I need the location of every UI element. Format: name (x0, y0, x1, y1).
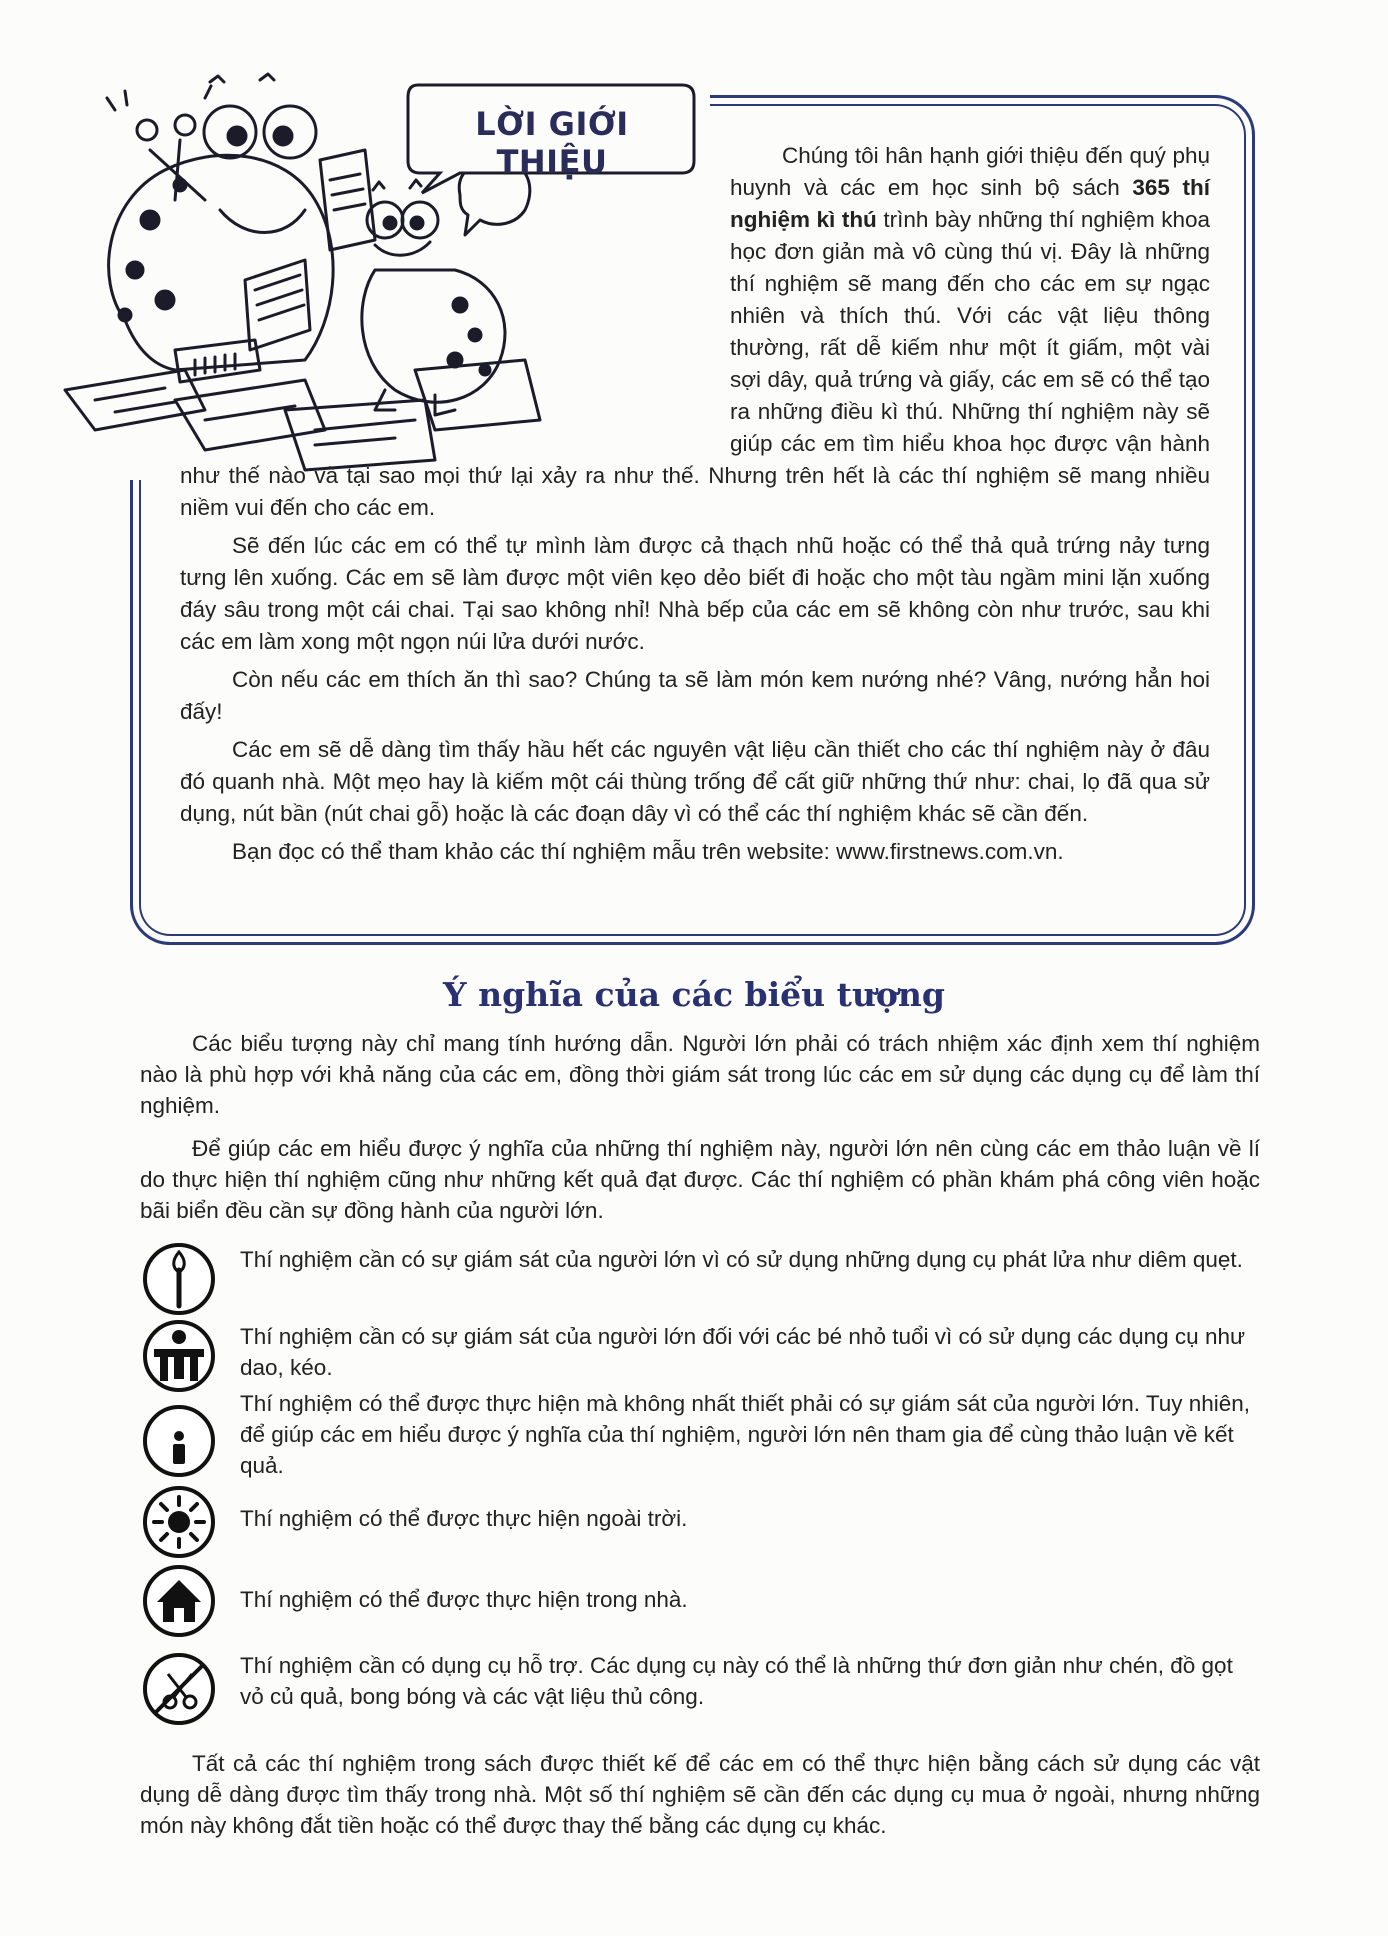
person-icon (140, 1402, 218, 1480)
symbols-paragraph-1: Các biểu tượng này chỉ mang tính hướng dẫn. Người lớn phải có trách nhiệm xác định xem thí nghiệm nào là phù hợp với khả năng của các em, đồng thời giám sát trong lúc các em sử dụng các dụng cụ để làm thí nghiệm. (140, 1031, 1260, 1118)
book-title: 365 thí nghiệm kì thú (730, 175, 1211, 232)
intro-paragraph-4: Các em sẽ dễ dàng tìm thấy hầu hết các nguyên vật liệu cần thiết cho các thí nghiệm này ở đâu đó quanh nhà. Một mẹo hay là kiếm một cái thùng trống để cất giữ những thứ như: chai, lọ đã qua sử dụng, nút bần (nút chai gỗ) hoặc là các đoạn dây vì có thể các thí nghiệm khác sẽ cần đến. (180, 737, 1210, 826)
intro-p1-start: Chúng tôi hân hạnh giới thiệu đến quý phụ huynh và các em học sinh bộ sách (730, 143, 1210, 200)
house-icon (140, 1562, 218, 1640)
adult-child-icon (140, 1317, 218, 1395)
intro-p1-end: trình bày những thí nghiệm khoa học đơn giản mà vô cùng thú vị. Đây là những thí nghiệm sẽ mang đến cho các em sự ngạc nhiên và thích thú. Với các vật liệu thông thường, rất dễ kiếm như một ít giấm, một vài sợi dây, quả trứng và giấy, các em sẽ có thể tạo ra những điều kì thú. Những thí nghiệm này sẽ giúp các em tìm hiểu khoa học được vận hành như thế nào và tại sao mọi thứ lại xảy ra như thế. Nhưng trên hết là các thí nghiệm sẽ mang nhiều niềm vui đến cho các em. (180, 207, 1210, 520)
intro-paragraph-2: Sẽ đến lúc các em có thể tự mình làm được cả thạch nhũ hoặc có thể thả quả trứng nảy tưng tưng lên xuống. Các em sẽ làm được một viên kẹo dẻo biết đi hoặc cho một tàu ngầm mini lặn xuống đáy sâu trong một cái chai. Tại sao không nhỉ! Nhà bếp của các em sẽ không còn như trước, sau khi các em làm xong một ngọn núi lửa dưới nước. (180, 533, 1210, 654)
closing-text (140, 1748, 1260, 1841)
intro-title: LỜI GIỚI THIỆU (475, 105, 629, 181)
sun-icon (140, 1483, 218, 1561)
scissors-icon (140, 1650, 218, 1728)
intro-paragraph-5: Bạn đọc có thể tham khảo các thí nghiệm mẫu trên website: www.firstnews.com.vn. (232, 839, 1064, 864)
symbol-text: Thí nghiệm có thể được thực hiện trong nhà. (240, 1587, 688, 1612)
symbols-paragraph-2: Để giúp các em hiểu được ý nghĩa của những thí nghiệm này, người lớn nên cùng các em thảo luận về lí do thực hiện thí nghiệm cũng như những kết quả đạt được. Các thí nghiệm có phần khám phá công viên hoặc bãi biển đều cần sự đồng hành của người lớn. (140, 1136, 1260, 1223)
symbol-text: Thí nghiệm cần có dụng cụ hỗ trợ. Các dụng cụ này có thể là những thứ đơn giản như chén, đồ gọt vỏ củ quả, bong bóng và các vật liệu thủ công. (240, 1653, 1233, 1709)
symbols-intro-1 (140, 1028, 1260, 1121)
symbol-text: Thí nghiệm cần có sự giám sát của người lớn vì có sử dụng những dụng cụ phát lửa như diêm quẹt. (240, 1247, 1243, 1272)
symbols-heading: Ý nghĩa của các biểu tượng (443, 975, 945, 1014)
intro-text (180, 140, 1210, 874)
symbol-text: Thí nghiệm có thể được thực hiện ngoài trời. (240, 1506, 688, 1531)
symbol-text: Thí nghiệm cần có sự giám sát của người lớn đối với các bé nhỏ tuổi vì có sử dụng các dụng cụ như dao, kéo. (240, 1324, 1246, 1380)
symbols-intro-2 (140, 1133, 1260, 1226)
closing-paragraph: Tất cả các thí nghiệm trong sách được thiết kế để các em có thể thực hiện bằng cách sử dụng các vật dụng dễ dàng được tìm thấy trong nhà. Một số thí nghiệm sẽ cần đến các dụng cụ mua ở ngoài, nhưng những món này không đắt tiền hoặc có thể được thay thế bằng các dụng cụ khác. (140, 1751, 1260, 1838)
intro-paragraph-3: Còn nếu các em thích ăn thì sao? Chúng ta sẽ làm món kem nướng nhé? Vâng, nướng hẳn hoi đấy! (180, 667, 1210, 724)
symbol-text: Thí nghiệm có thể được thực hiện mà không nhất thiết phải có sự giám sát của người lớn. Tuy nhiên, để giúp các em hiểu được ý nghĩa của thí nghiệm, người lớn nên tham gia để cùng thảo luận về kết quả. (240, 1391, 1251, 1478)
match-icon (140, 1240, 218, 1318)
illustration-wrap-space (180, 140, 730, 460)
